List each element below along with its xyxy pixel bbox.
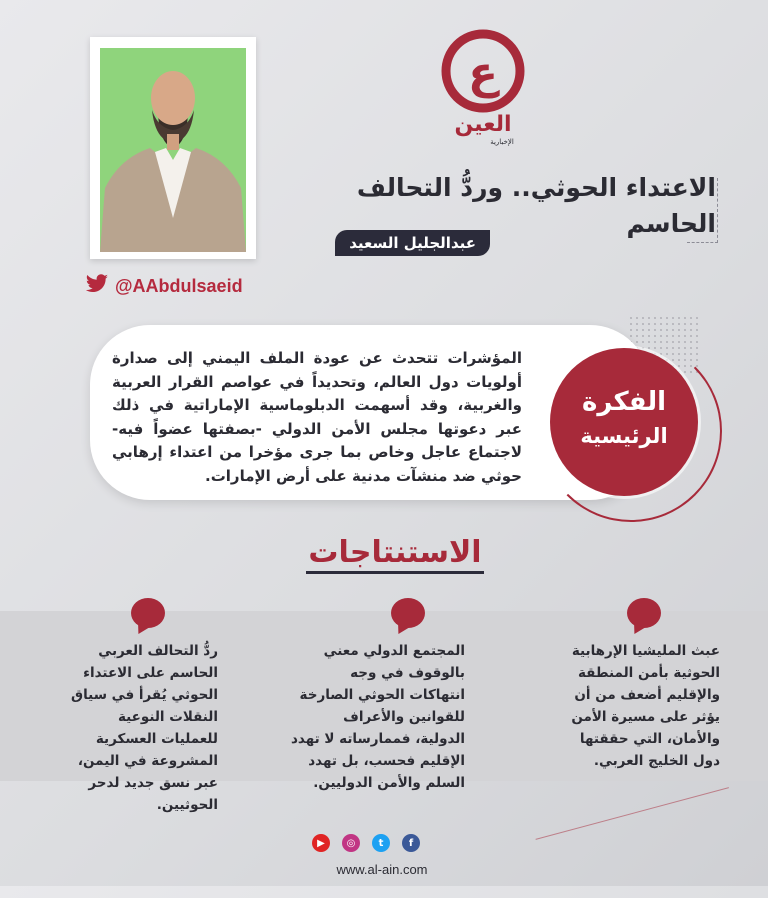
speech-bubble-icon (131, 598, 165, 628)
author-photo (100, 48, 246, 252)
conclusion-item-3: ردُّ التحالف العربي الحاسم على الاعتداء الحوثي يُقرأ في سياق النقلات النوعية للعمليات العسكرية المشروعة في اليمن، عبر نسق جديد لدحر الحوثيين. (71, 643, 218, 813)
twitter-handle-row[interactable] (85, 274, 243, 298)
main-idea-circle (550, 348, 698, 496)
instagram-icon[interactable]: ◎ (342, 834, 360, 852)
main-idea-label-line1: الفكرة (581, 387, 667, 417)
logo-glyph: ع (467, 48, 499, 99)
facebook-icon[interactable]: f (402, 834, 420, 852)
al-ain-logo (440, 28, 526, 148)
conclusions-title: الاستنتاجات (308, 535, 482, 570)
twitter-icon[interactable]: t (372, 834, 390, 852)
speech-bubble-icon (391, 598, 425, 628)
logo-subtext: الإخبارية (490, 138, 514, 146)
main-idea-text: المؤشرات تتحدث عن عودة الملف اليمني إلى صدارة أولويات دول العالم، وتحديداً في عواصم القرار العربية والغربية، وقد أسهمت الدبلوماسية الإماراتية في ذلك عبر دعوتها مجلس الأمن الدولي -بصفتها عضواً فيه- لاجتماع عاجل وخاص بما جرى مؤخرا من اعتداء إرهابي حوثي ضد منشآت مدنية على أرض الإمارات. (112, 349, 522, 485)
youtube-icon[interactable]: ▶ (312, 834, 330, 852)
conclusions-underline (306, 571, 484, 574)
article-title: الاعتداء الحوثي.. وردُّ التحالف الحاسم (356, 173, 716, 238)
author-name-badge: عبدالجليل السعيد (335, 230, 490, 256)
speech-bubble-icon (627, 598, 661, 628)
site-url[interactable]: www.al-ain.com (336, 862, 428, 877)
main-idea-label-line2: الرئيسية (580, 424, 668, 448)
decorative-line (536, 787, 745, 898)
conclusion-item-2: المجتمع الدولي معني بالوقوف في وجه انتهاكات الحوثي الصارخة للقوانين والأعراف الدولية، فممارساته لا تهدد الإقليم فحسب، بل تهدد السلم والأمن الدوليين. (290, 643, 465, 791)
conclusion-item-1: عبث المليشيا الإرهابية الحوثية بأمن المنطقة والإقليم أضعف من أن يؤثر على مسيرة الأمن والأمان، التي حققتها دول الخليج العربي. (571, 643, 720, 769)
twitter-icon (85, 274, 109, 298)
twitter-handle: @AAbdulsaeid (115, 275, 243, 296)
logo-text: العين (454, 112, 512, 137)
